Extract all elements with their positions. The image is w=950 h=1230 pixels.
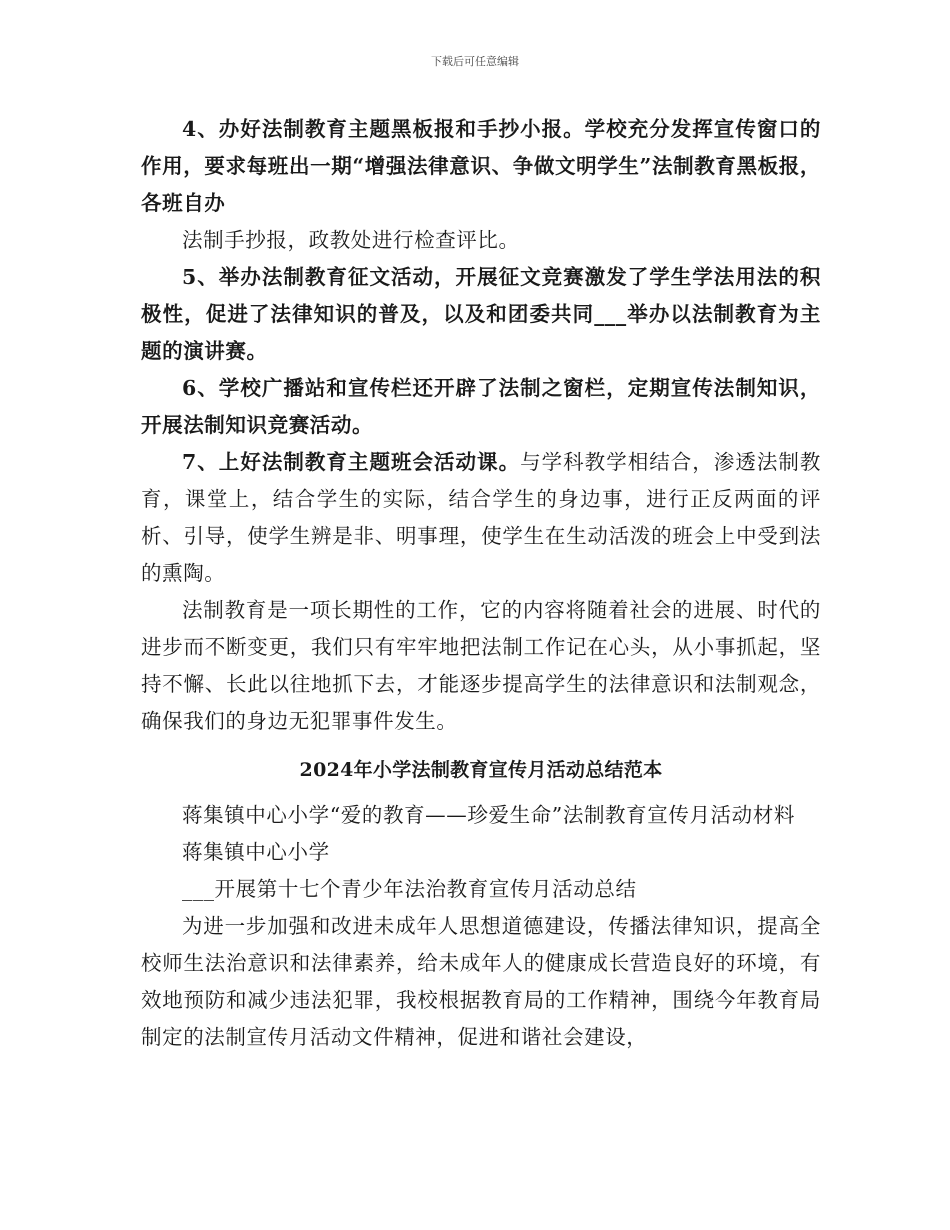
paragraph-item-7 xyxy=(141,444,821,592)
paragraph-item-4: 4、办好法制教育主题黑板报和手抄小报。学校充分发挥宣传窗口的作用，要求每班出一期“增强法律意识、争做文明学生”法制教育黑板报，各班自办 xyxy=(141,117,821,215)
paragraph-conclusion: 法制教育是一项长期性的工作，它的内容将随着社会的进展、时代的进步而不断变更，我们只有牢牢地把法制工作记在心头，从小事抓起，坚持不懈、长此以往地抓下去，才能逐步提高学生的法律意识和法制观念，确保我们的身边无犯罪事件发生。 xyxy=(141,598,821,733)
paragraph-material-title: 蒋集镇中心小学“爱的教育——珍爱生命”法制教育宣传月活动材料 xyxy=(182,803,795,827)
header-note: 下载后可任意编辑 xyxy=(431,55,519,68)
paragraph-item-7-heading: 7、上好法制教育主题班会活动课。 xyxy=(182,450,521,474)
paragraph-item-6: 6、学校广播站和宣传栏还开辟了法制之窗栏，定期宣传法制知识，开展法制知识竞赛活动。 xyxy=(141,376,821,437)
paragraph-school-name: 蒋集镇中心小学 xyxy=(182,840,330,864)
document-body xyxy=(141,111,821,1056)
paragraph-item-4-continued: 法制手抄报，政教处进行检查评比。 xyxy=(182,228,520,252)
paragraph-item-7-body: 与学科教学相结合，渗透法制教育，课堂上，结合学生的实际，结合学生的身边事，进行正反两面的评析、引导，使学生辨是非、明事理，使学生在生动活泼的班会上中受到法的熏陶。 xyxy=(141,450,821,585)
paragraph-item-5: 5、举办法制教育征文活动，开展征文竞赛激发了学生学法用法的积极性，促进了法律知识的普及，以及和团委共同___举办以法制教育为主题的演讲赛。 xyxy=(141,265,821,363)
paragraph-summary-title: ___开展第十七个青少年法治教育宣传月活动总结 xyxy=(182,877,637,901)
paragraph-intro: 为进一步加强和改进未成年人思想道德建设，传播法律知识，提高全校师生法治意识和法律素养，给未成年人的健康成长营造良好的环境，有效地预防和减少违法犯罪，我校根据教育局的工作精神，围绕今年教育局制定的法制宣传月活动文件精神，促进和谐社会建设， xyxy=(141,914,821,1049)
section-title: 2024年小学法制教育宣传月活动总结范本 xyxy=(299,759,663,781)
